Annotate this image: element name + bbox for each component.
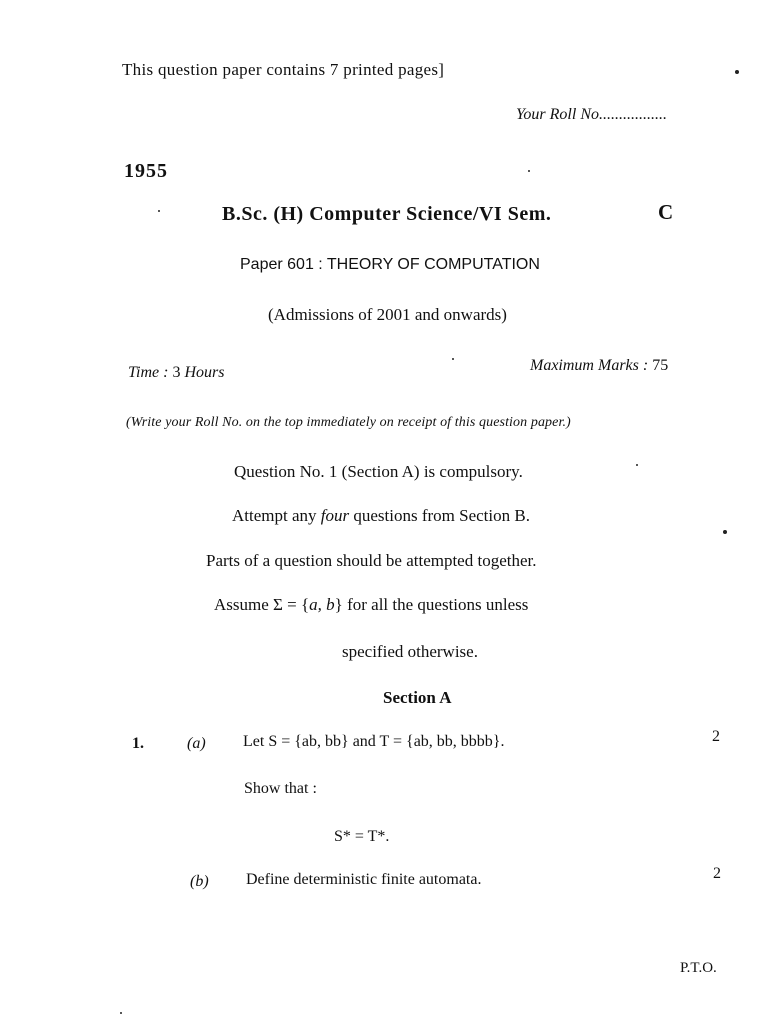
part-a-show: Show that : [244,780,317,797]
scan-speck [452,358,454,360]
time-value: 3 [172,364,181,381]
paper-title: Paper 601 : THEORY OF COMPUTATION [240,256,540,273]
rule-assume-alphabet: a, b [309,595,335,614]
page-turn-note: P.T.O. [680,960,717,976]
part-b-label: (b) [190,873,209,890]
rule-attempt-count: four [320,506,350,525]
part-b-marks: 2 [713,865,721,882]
part-a-equation: S* = T*. [334,828,390,845]
part-b-text: Define deterministic finite automata. [246,871,482,888]
scan-speck [528,170,530,172]
scan-speck [636,464,638,466]
course-title: B.Sc. (H) Computer Science/VI Sem. [222,203,552,225]
time-allowed [128,364,224,382]
set-code: C [658,200,674,224]
admissions-note: (Admissions of 2001 and onwards) [268,305,507,324]
scan-speck [158,210,160,212]
scan-speck [735,70,739,74]
rule-attempt [232,506,530,526]
max-marks-label: Maximum Marks : [530,357,653,374]
roll-number-field: Your Roll No................. [516,106,667,123]
rule-parts: Parts of a question should be attempted together. [206,551,537,570]
max-marks-value: 75 [652,357,669,374]
rule-attempt-pre: Attempt any [232,506,321,525]
scan-speck [120,1012,122,1014]
part-a-text: Let S = {ab, bb} and T = {ab, bb, bbbb}. [243,733,505,750]
rule-assume-post: } for all the questions unless [334,595,529,614]
rule-attempt-post: questions from Section B. [349,506,530,525]
rule-assume-pre: Assume Σ = { [214,595,310,614]
rule-assume [214,595,528,615]
time-label: Time : [128,364,173,381]
scan-speck [723,530,727,534]
paper-code: 1955 [124,160,168,182]
part-a-label: (a) [187,735,206,752]
section-heading: Section A [383,688,452,707]
page-count-note: This question paper contains 7 printed pages] [122,60,445,79]
rule-otherwise: specified otherwise. [342,642,478,661]
part-a-marks: 2 [712,728,720,745]
question-number: 1. [132,735,144,752]
rule-compulsory: Question No. 1 (Section A) is compulsory. [234,462,523,481]
time-unit: Hours [180,364,225,381]
roll-instruction: (Write your Roll No. on the top immediately on receipt of this question paper.) [126,415,571,430]
maximum-marks [530,357,668,375]
